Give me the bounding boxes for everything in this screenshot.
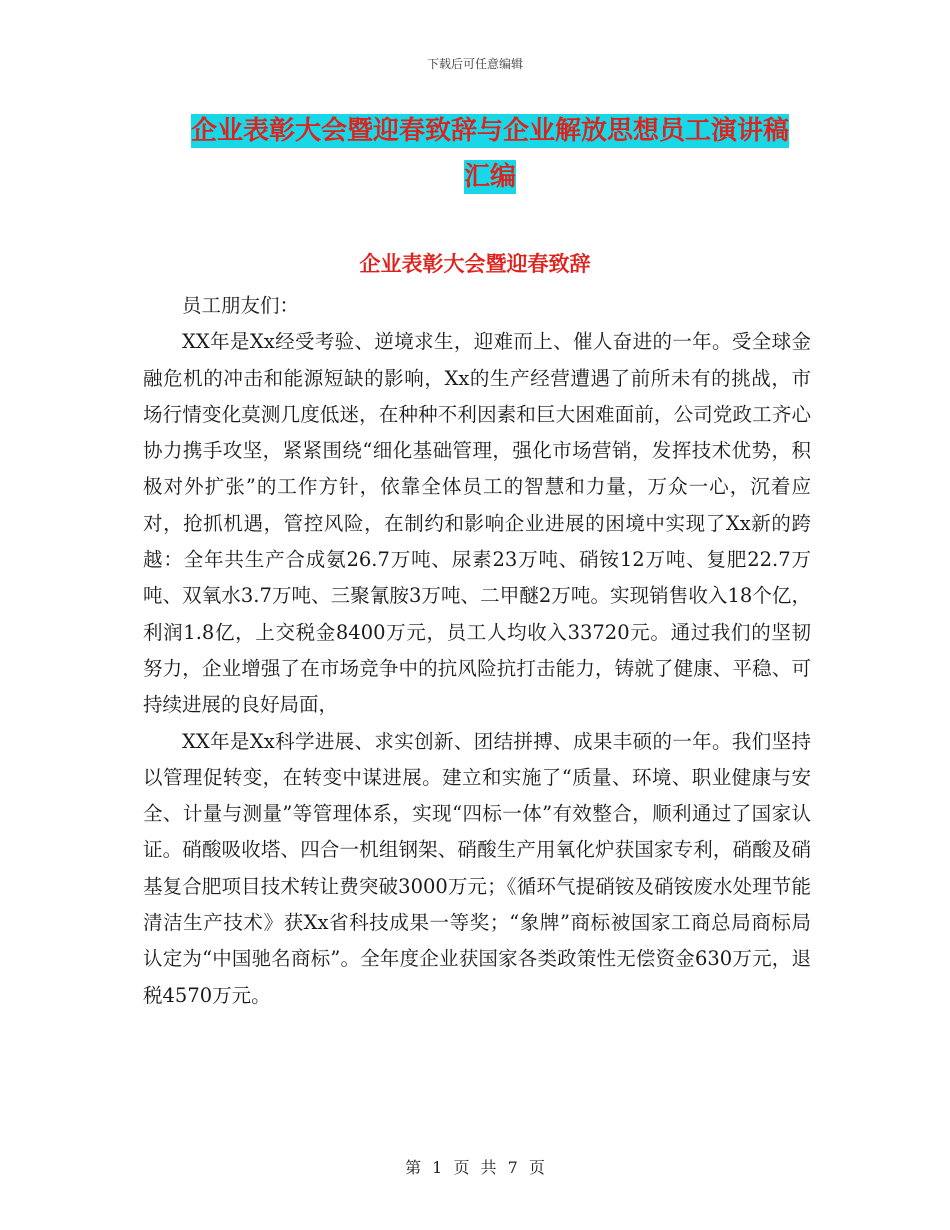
- document-title: [150, 108, 830, 200]
- salutation: 员工朋友们：: [182, 294, 300, 317]
- page-header-note: 下载后可任意编辑: [426, 57, 523, 71]
- paragraph-1: XX年是Xx经受考验、逆境求生，迎难而上、催人奋进的一年。受全球金融危机的冲击和能源短缺的影响，Xx的生产经营遭遇了前所未有的挑战，市场行情变化莫测几度低迷，在种种不利因素和巨大困难面前，公司党政工齐心协力携手攻坚，紧紧围绕“细化基础管理，强化市场营销，发挥技术优势，积极对外扩张”的工作方针，依靠全体员工的智慧和力量，万众一心，沉着应对，抢抓机遇，管控风险，在制约和影响企业进展的困境中实现了Xx新的跨越：全年共生产合成氨26.7万吨、尿素23万吨、硝铵12万吨、复肥22.7万吨、双氧水3.7万吨、三聚氰胺3万吨、二甲醚2万吨。实现销售收入18个亿，利润1.8亿，上交税金8400万元，员工人均收入33720元。通过我们的坚韧努力，企业增强了在市场竞争中的抗风险抗打击能力，铸就了健康、平稳、可持续进展的良好局面，: [143, 330, 811, 717]
- document-title-line1: 企业表彰大会暨迎春致辞与企业解放思想员工演讲稿: [190, 116, 789, 146]
- paragraph-2: XX年是Xx科学进展、求实创新、团结拼搏、成果丰硕的一年。我们坚持以管理促转变，在转变中谋进展。建立和实施了“质量、环境、职业健康与安全、计量与测量”等管理体系，实现“四标一体”有效整合，顺利通过了国家认证。硝酸吸收塔、四合一机组钢架、硝酸生产用氧化炉获国家专利，硝酸及硝基复合肥项目技术转让费突破3000万元；《循环气提硝铵及硝铵废水处理节能清洁生产技术》获Xx省科技成果一等奖；“象牌”商标被国家工商总局商标局认定为“中国驰名商标”。全年度企业获国家各类政策性无偿资金630万元，退税4570万元。: [143, 729, 811, 1007]
- page-footer: 第 1 页 共 7 页: [405, 1158, 545, 1177]
- document-title-line2: 汇编: [463, 162, 516, 192]
- section-title: 企业表彰大会暨迎春致辞: [359, 252, 591, 276]
- document-body: [143, 288, 811, 1014]
